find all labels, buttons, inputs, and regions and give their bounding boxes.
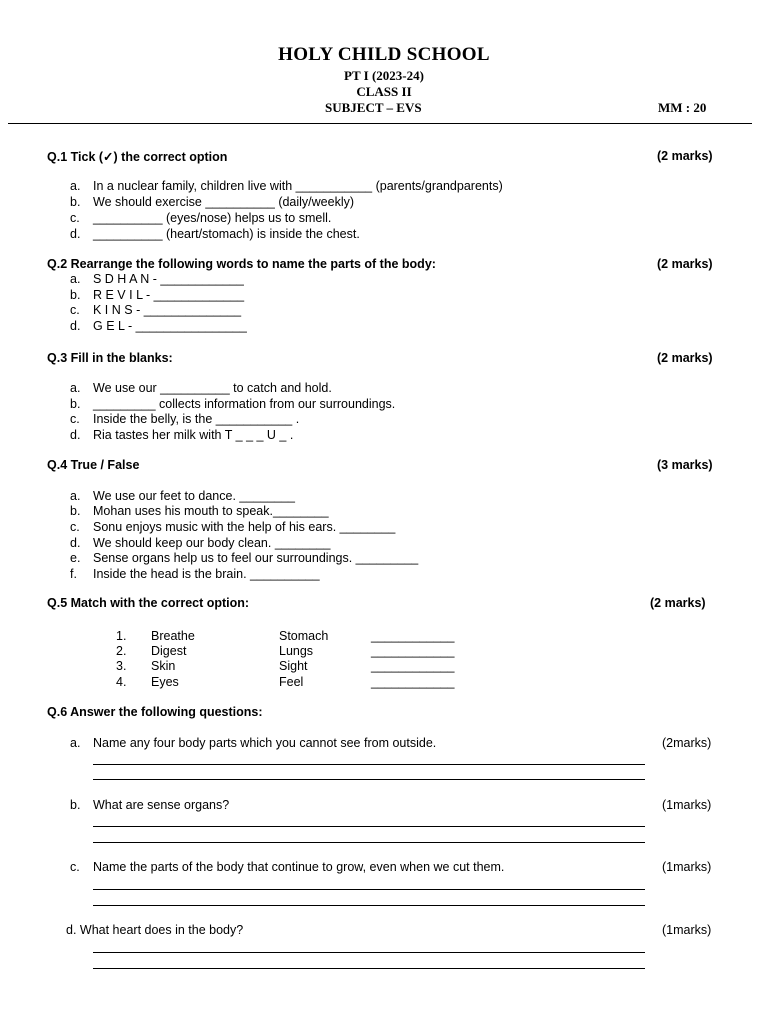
item-letter: a. [70,736,81,750]
question-4-item [70,519,395,535]
question-1-title: Q.1 Tick (✓) the correct option [47,150,228,164]
item-letter: c. [70,860,80,874]
answer-line[interactable] [93,779,645,780]
question-4-item [70,535,330,551]
match-number: 3. [116,659,127,673]
question-4-title: Q.4 True / False [47,458,140,472]
question-6-item: d. What heart does in the body? [66,923,244,937]
item-text: R E V I L - _____________ [93,288,245,302]
question-6-item [70,860,504,874]
question-3-title: Q.3 Fill in the blanks: [47,351,173,365]
item-text: Mohan uses his mouth to speak.________ [93,504,329,518]
header-divider [8,123,752,124]
item-letter: a. [70,381,81,395]
question-6a-marks: (2marks) [662,736,712,750]
item-text: __________ (eyes/nose) helps us to smell. [93,211,332,225]
question-6-title: Q.6 Answer the following questions: [47,705,263,719]
answer-line[interactable] [93,842,645,843]
question-5-marks: (2 marks) [650,596,706,610]
answer-line[interactable] [93,905,645,906]
item-text: Name the parts of the body that continue to grow, even when we cut them. [93,860,505,874]
item-letter: f. [70,567,77,581]
question-2-item [70,302,241,318]
item-letter: d. [70,319,81,333]
item-letter: c. [70,412,80,426]
class-label: CLASS II [356,84,412,99]
item-text: _________ collects information from our surroundings. [93,397,396,411]
item-text: Ria tastes her milk with T _ _ _ U _ . [93,428,294,442]
match-left: Breathe [151,629,195,643]
question-1-item [70,178,503,194]
question-5-title: Q.5 Match with the correct option: [47,596,250,610]
item-text: Inside the head is the brain. __________ [93,567,320,581]
item-letter: b. [70,288,81,302]
question-6b-marks: (1marks) [662,798,712,812]
answer-line[interactable] [93,764,645,765]
match-blank: ____________ [371,629,455,643]
item-letter: c. [70,303,80,317]
item-text: S D H A N - ____________ [93,272,244,286]
match-blank: ____________ [371,644,455,658]
item-letter: c. [70,211,80,225]
question-1-item [70,210,331,226]
question-4-item [70,503,329,519]
item-text: Name any four body parts which you cannot see from outside. [93,736,437,750]
item-text: What are sense organs? [93,798,230,812]
answer-line[interactable] [93,952,645,953]
item-text: Sonu enjoys music with the help of his ears. ________ [93,520,396,534]
question-4-item [70,550,418,566]
match-left: Eyes [151,675,179,689]
item-letter: c. [70,520,80,534]
question-4-item [70,566,320,582]
item-text: We use our __________ to catch and hold. [93,381,332,395]
answer-line[interactable] [93,889,645,890]
match-right: Lungs [279,644,314,658]
item-letter: d. [70,227,81,241]
match-right: Stomach [279,629,329,643]
question-4-marks: (3 marks) [657,458,713,472]
match-blank: ____________ [371,659,455,673]
item-text: K I N S - ______________ [93,303,242,317]
question-6-item [70,798,229,812]
question-1-marks: (2 marks) [657,149,713,163]
question-1-item [70,226,360,242]
item-letter: a. [70,272,81,286]
question-2-marks: (2 marks) [657,257,713,271]
question-3-item [70,396,395,412]
item-text: We should exercise __________ (daily/weekly) [93,195,355,209]
item-text: Inside the belly, is the ___________ . [93,412,300,426]
item-text: We use our feet to dance. ________ [93,489,296,503]
question-1-item [70,194,354,210]
item-letter: b. [70,195,81,209]
item-text: We should keep our body clean. ________ [93,536,331,550]
question-6c-marks: (1marks) [662,860,712,874]
question-6d-marks: (1marks) [662,923,712,937]
school-name: HOLY CHILD SCHOOL [278,44,490,65]
question-3-marks: (2 marks) [657,351,713,365]
item-letter: b. [70,798,81,812]
question-2-title: Q.2 Rearrange the following words to name the parts of the body: [47,257,436,271]
match-left: Digest [151,644,187,658]
item-text: In a nuclear family, children live with ___________ (parents/grandparents) [93,179,503,193]
answer-line[interactable] [93,826,645,827]
question-2-item [70,318,247,334]
question-2-item [70,271,244,287]
max-marks: MM : 20 [658,100,707,115]
item-letter: b. [70,504,81,518]
question-3-item [70,411,299,427]
item-letter: b. [70,397,81,411]
question-3-item [70,380,332,396]
item-text: G E L - ________________ [93,319,247,333]
item-letter: e. [70,551,81,565]
match-blank: ____________ [371,675,455,689]
item-text: __________ (heart/stomach) is inside the chest. [93,227,360,241]
match-left: Skin [151,659,176,673]
subject-label: SUBJECT – EVS [325,100,422,115]
question-4-item [70,488,295,504]
item-letter: d. [70,536,81,550]
match-number: 4. [116,675,127,689]
exam-title: PT I (2023-24) [344,68,424,83]
item-letter: d. [70,428,81,442]
match-number: 2. [116,644,127,658]
match-number: 1. [116,629,127,643]
item-letter: a. [70,489,81,503]
question-3-item [70,427,293,443]
match-right: Sight [279,659,308,673]
item-text: Sense organs help us to feel our surroundings. _________ [93,551,419,565]
answer-line[interactable] [93,968,645,969]
question-2-item [70,287,244,303]
match-right: Feel [279,675,304,689]
question-6-item [70,736,436,750]
item-letter: a. [70,179,81,193]
